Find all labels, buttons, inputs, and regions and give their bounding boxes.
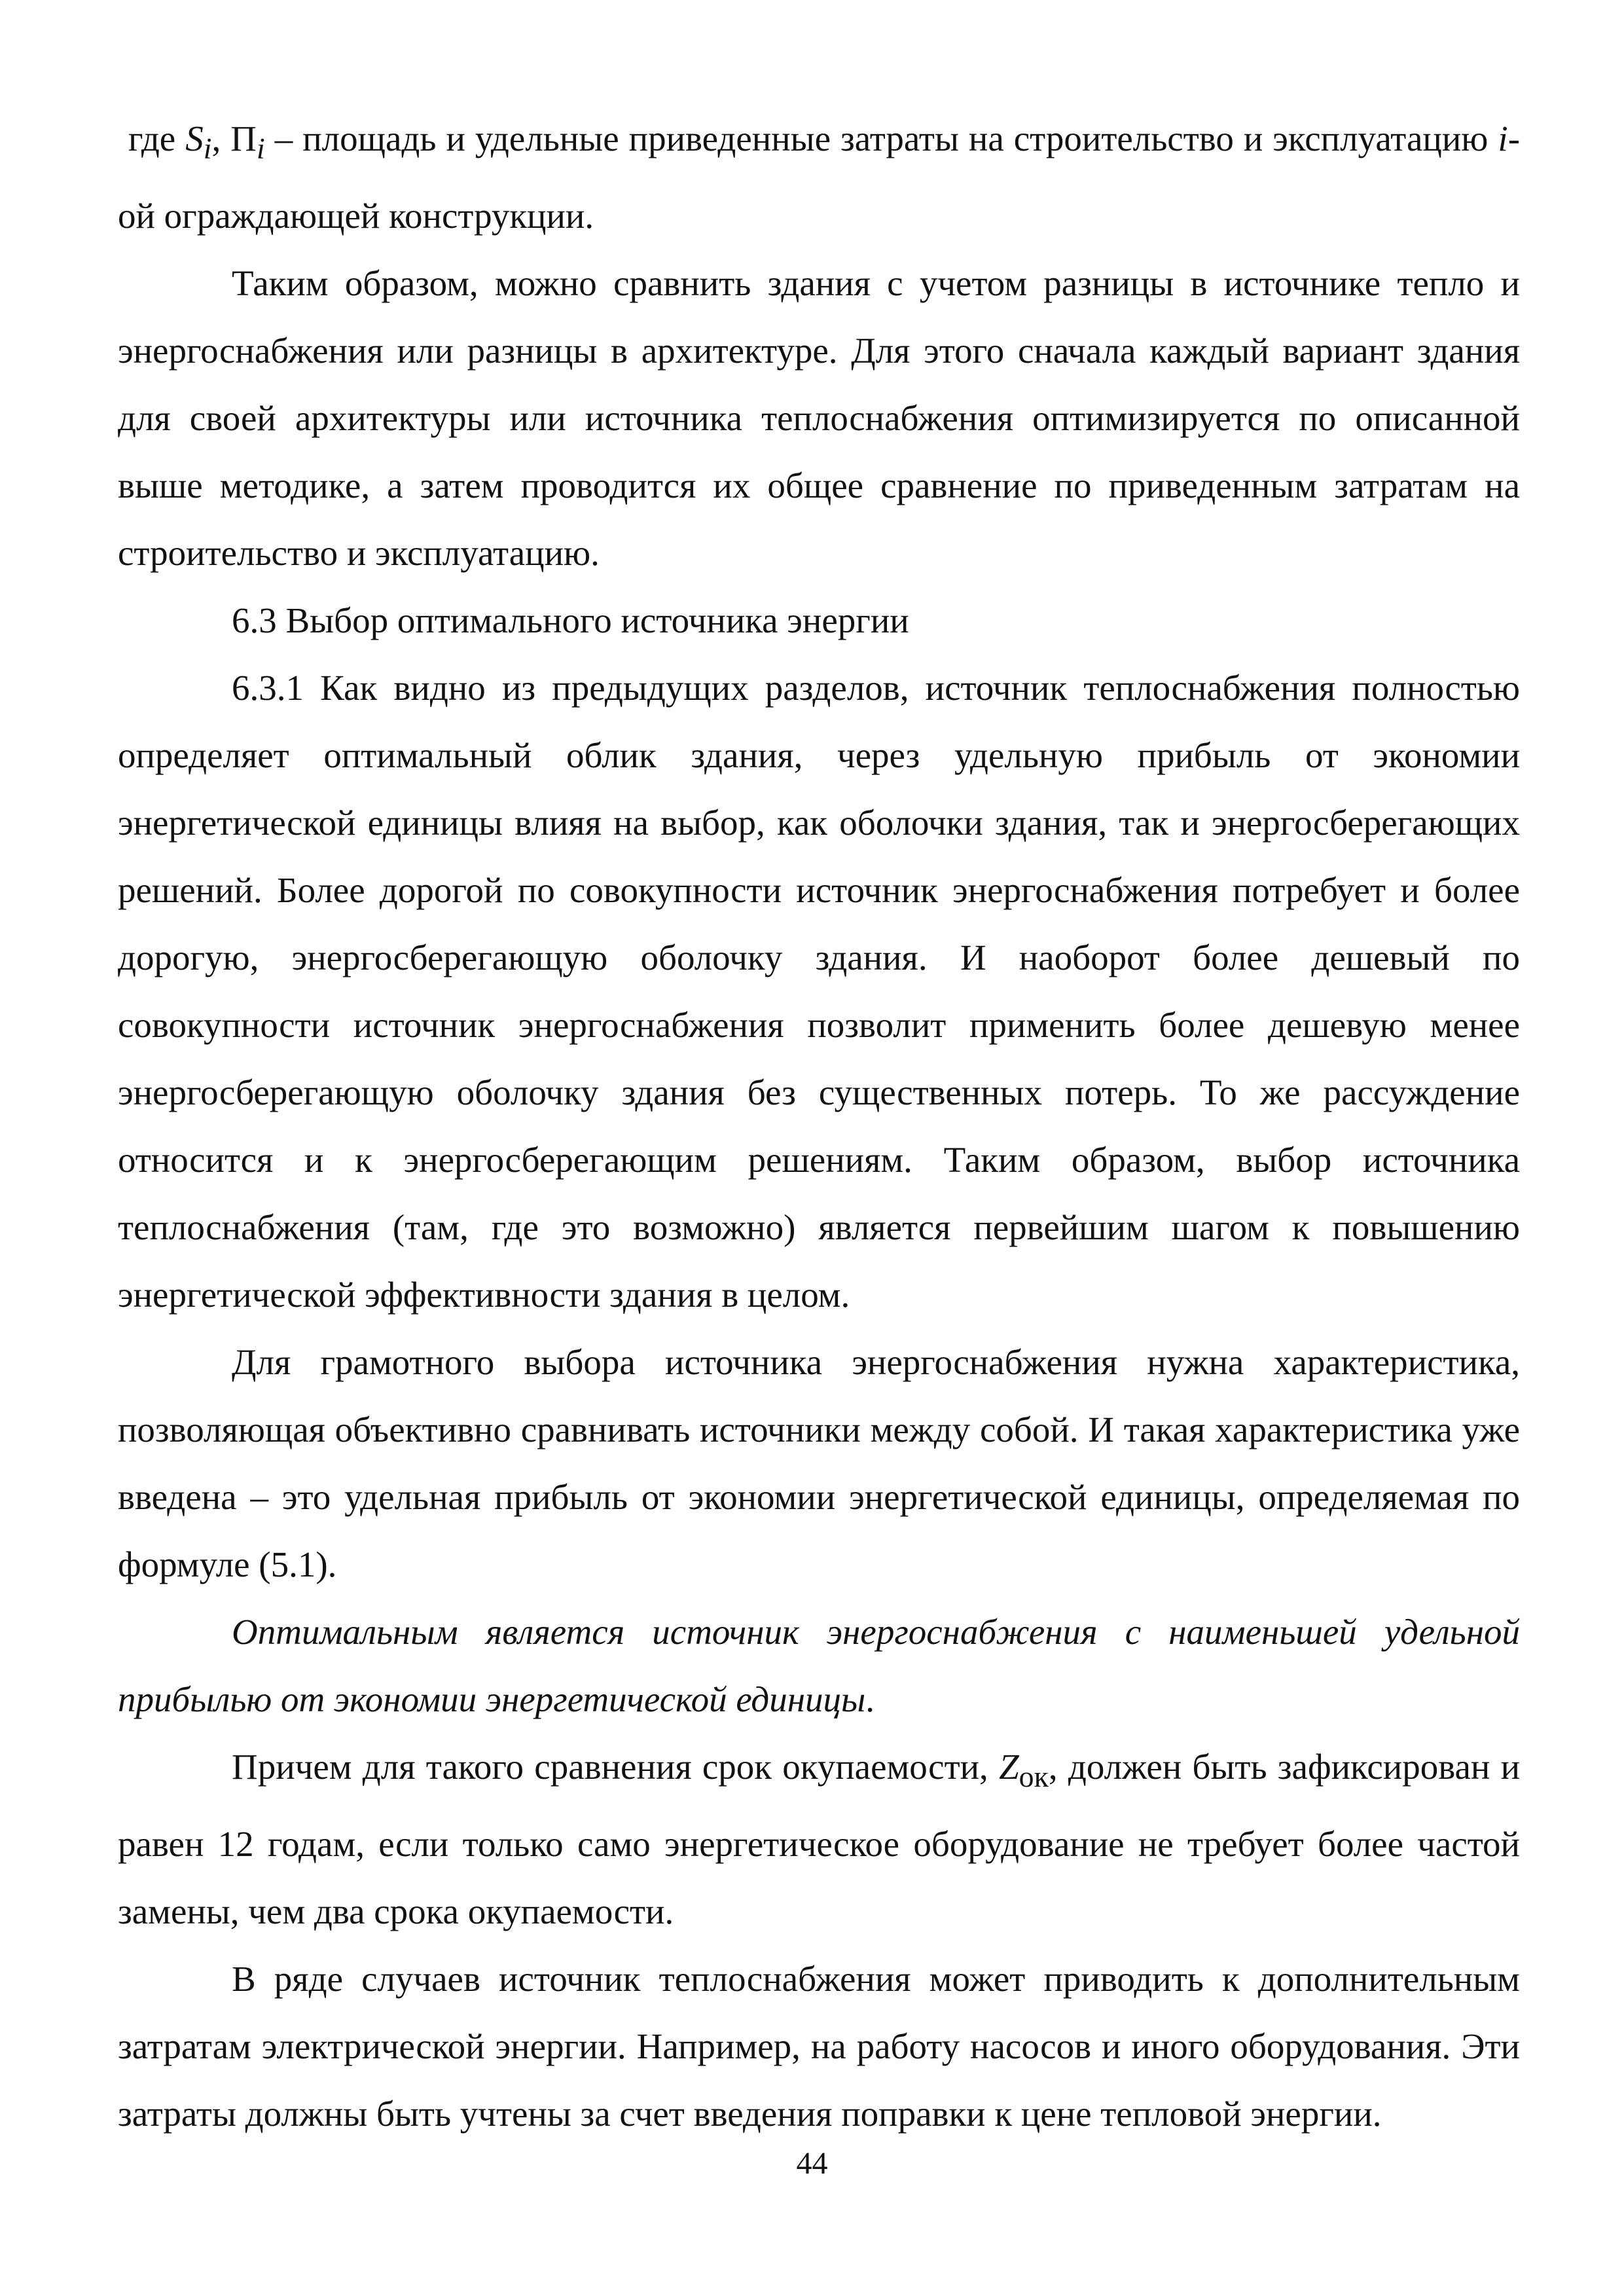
legend-text-start: где [128,118,186,158]
page-number: 44 [796,2146,828,2181]
paragraph-formula-legend [118,105,1520,249]
variable-z: Z [999,1747,1019,1787]
paragraph-payback [118,1733,1520,1945]
section-heading: 6.3 Выбор оптимального источника энергии [232,600,909,640]
subscript-i-2: i [256,132,265,165]
payback-text-start: Причем для такого сравнения срок окупаемости, [232,1747,1000,1787]
statement-period: . [865,1679,875,1719]
subscript-i: i [203,132,212,165]
paragraph-italic-statement [118,1598,1520,1733]
legend-text-middle: – площадь и удельные приведенные затраты на строительство и эксплуатацию [264,118,1498,158]
legend-comma: , [211,118,231,158]
variable-s: S [185,118,204,158]
paragraph-6-3-1: 6.3.1 Как видно из предыдущих разделов, источник теплоснабжения полностью определяет оптимальный облик здания, через удельную прибыль от экономии энергетической единицы влияя на выбор, как оболочки здания, так и энергосберегающих решений. Более дорогой по совокупности источник энергоснабжения потребует и более дорогую, энергосберегающую оболочку здания. И наоборот более дешевый по совокупности источник энергоснабжения позволит применить более дешевую менее энергосберегающую оболочку здания без существенных потерь. То же рассуждение относится и к энергосберегающим решениям. Таким образом, выбор источника теплоснабжения (там, где это возможно) является первейшим шагом к повышению энергетической эффективности здания в целом. [118,668,1520,1315]
variable-p: П [230,118,257,158]
paragraph-electric-costs: В ряде случаев источник теплоснабжения может приводить к дополнительным затратам электрической энергии. Например, на работу насосов и иного оборудования. Эти затраты должны быть учтены за счет введения поправки к цене тепловой энергии. [118,1959,1520,2134]
italic-statement: Оптимальным является источник энергоснабжения с наименьшей удельной прибылью от экономии энергетической единицы [118,1612,1520,1719]
payback-text-end: , должен быть зафиксирован и равен 12 годам, если только само энергетическое оборудование не требует более частой замены, чем два срока окупаемости. [118,1747,1521,1931]
paragraph-characteristic: Для грамотного выбора источника энергоснабжения нужна характеристика, позволяющая объективно сравнивать источники между собой. И такая характеристика уже введена – это удельная прибыль от экономии энергетической единицы, определяемая по формуле (5.1). [118,1342,1520,1584]
variable-i: i [1498,118,1508,158]
subscript-ok: ок [1019,1760,1049,1793]
paragraph-comparison: Таким образом, можно сравнить здания с учетом разницы в источнике тепло и энергоснабжения или разницы в архитектуре. Для этого сначала каждый вариант здания для своей архитектуры или источника теплоснабжения оптимизируется по описанной выше методике, а затем проводится их общее сравнение по приведенным затратам на строительство и эксплуатацию. [118,263,1520,573]
legend-text-end: -ой ограждающей конструкции. [118,118,1521,236]
page-body [118,105,1520,2147]
